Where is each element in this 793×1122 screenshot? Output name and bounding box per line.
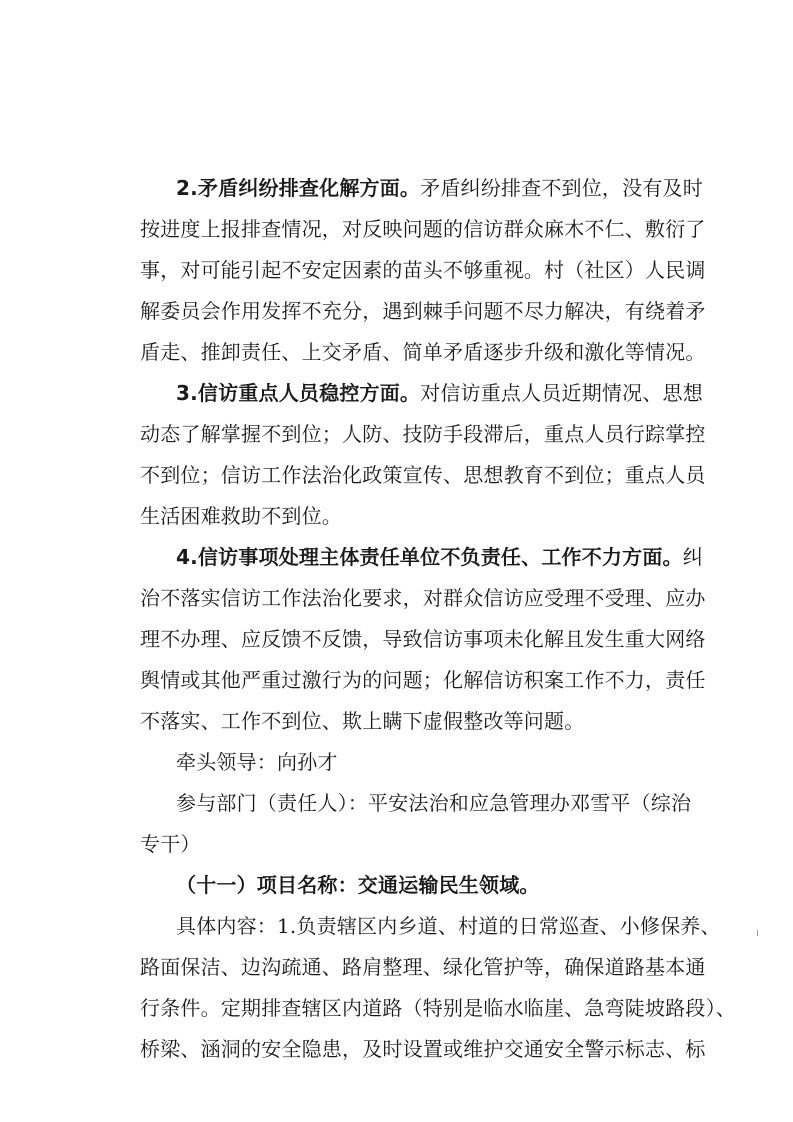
paragraph-2-heading: 2.矛盾纠纷排查化解方面。 <box>176 176 421 200</box>
participating-departments-line-1: 参与部门（责任人）：平安法治和应急管理办邓雪平（综治 <box>176 791 692 815</box>
lead-leader: 牵头领导：向孙才 <box>176 750 338 774</box>
paragraph-4-line-3: 理不办理、应反馈不反馈，导致信访事项未化解且发生重大网络 <box>140 627 706 651</box>
paragraph-3-line-3: 不到位；信访工作法治化政策宣传、思想教育不到位；重点人员 <box>140 463 706 487</box>
paragraph-3-line-1 <box>176 373 703 413</box>
paragraph-3-line-4: 生活困难救助不到位。 <box>140 504 342 528</box>
paragraph-3-line-2: 动态了解掌握不到位；人防、技防手段滞后，重点人员行踪掌控 <box>140 422 706 446</box>
paragraph-2-line-5: 盾走、推卸责任、上交矛盾、简单矛盾逐步升级和激化等情况。 <box>140 340 706 364</box>
paragraph-4-line-4: 舆情或其他严重过激行为的问题；化解信访积案工作不力，责任 <box>140 668 706 692</box>
paragraph-3-heading: 3.信访重点人员稳控方面。 <box>176 381 421 405</box>
content-line-1: 具体内容：1.负责辖区内乡道、村道的日常巡查、小修保养、 <box>176 914 721 938</box>
paragraph-2-text: 矛盾纠纷排查不到位，没有及时 <box>420 176 703 200</box>
content-line-2: 路面保洁、边沟疏通、路肩整理、绿化管护等，确保道路基本通 <box>140 955 706 979</box>
paragraph-2-line-3: 事，对可能引起不安定因素的苗头不够重视。村（社区）人民调 <box>140 258 706 282</box>
participating-departments-line-2: 专干） <box>140 832 201 856</box>
paragraph-3-text: 对信访重点人员近期情况、思想 <box>420 381 703 405</box>
paragraph-2-line-1 <box>176 168 703 208</box>
paragraph-4-heading: 4.信访事项处理主体责任单位不负责任、工作不力方面。 <box>176 545 683 569</box>
content-line-4: 桥梁、涵洞的安全隐患，及时设置或维护交通安全警示标志、标 <box>140 1037 706 1061</box>
paragraph-4-line-2: 治不落实信访工作法治化要求，对群众信访应受理不受理、应办 <box>140 586 706 610</box>
paragraph-2-line-2: 按进度上报排查情况，对反映问题的信访群众麻木不仁、敷衍了 <box>140 217 706 241</box>
paragraph-4-line-1 <box>176 537 703 577</box>
scan-edge-mark <box>757 930 758 936</box>
paragraph-4-text: 纠 <box>682 545 703 569</box>
paragraph-4-line-5: 不落实、工作不到位、欺上瞒下虚假整改等问题。 <box>140 709 585 733</box>
content-line-3: 行条件。定期排查辖区内道路（特别是临水临崖、急弯陡坡路段）、 <box>140 996 736 1020</box>
project-heading: （十一）项目名称：交通运输民生领域。 <box>176 873 540 897</box>
paragraph-2-line-4: 解委员会作用发挥不充分，遇到棘手问题不尽力解决，有绕着矛 <box>140 299 706 323</box>
